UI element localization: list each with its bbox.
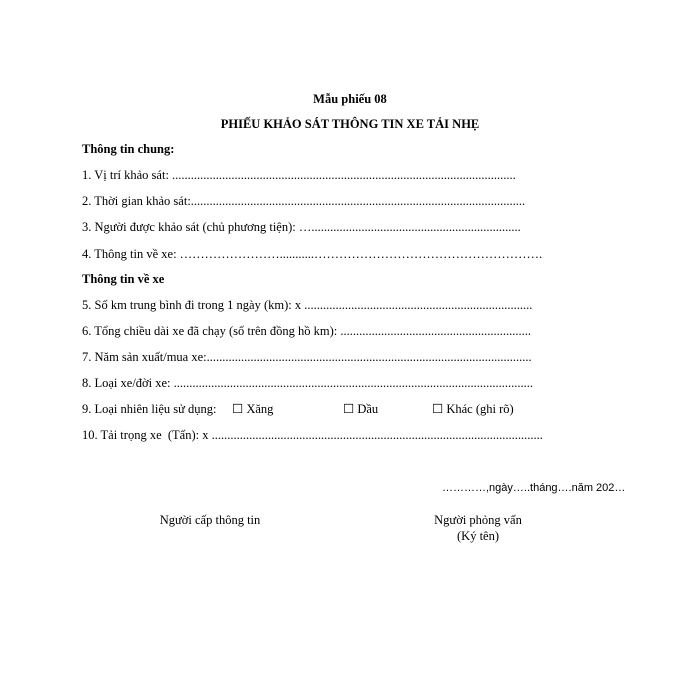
field-vehicle-type: 8. Loại xe/đời xe: ................................................................................................................... bbox=[82, 376, 534, 390]
form-code: Mẫu phiếu 08 bbox=[313, 92, 387, 106]
fuel-type-label: 9. Loại nhiên liệu sử dụng: bbox=[82, 402, 217, 416]
section-general-heading: Thông tin chung: bbox=[82, 142, 175, 156]
form-title: PHIẾU KHẢO SÁT THÔNG TIN XE TẢI NHẸ bbox=[220, 117, 480, 131]
interviewer-label: Người phỏng vấn bbox=[434, 513, 522, 527]
date-line: …………,ngày…..tháng….năm 202… bbox=[442, 482, 626, 494]
field-total-distance: 6. Tổng chiều dài xe đã chạy (số trên đồng hồ km): ............................................................. bbox=[82, 324, 532, 338]
field-load-capacity: 10. Tải trọng xe (Tấn): x .......................................................................................................... bbox=[82, 428, 543, 442]
field-survey-time: 2. Thời gian khảo sát:........................................................................................................... bbox=[82, 194, 526, 208]
field-year: 7. Năm sản xuất/mua xe:........................................................................................................ bbox=[82, 350, 532, 364]
field-survey-location: 1. Vị trí khảo sát: .............................................................................................................. bbox=[82, 168, 516, 182]
field-respondent: 3. Người được khảo sát (chủ phương tiện): …................................................................... bbox=[82, 220, 521, 234]
fuel-option-diesel[interactable]: ☐ Dầu bbox=[343, 402, 379, 416]
provider-label: Người cấp thông tin bbox=[159, 513, 261, 527]
fuel-option-petrol[interactable]: ☐ Xăng bbox=[232, 402, 274, 416]
interviewer-signature-note: (Ký tên) bbox=[457, 529, 499, 543]
field-daily-km: 5. Số km trung bình đi trong 1 ngày (km): x ......................................................................... bbox=[82, 298, 533, 312]
field-vehicle-info: 4. Thông tin về xe: ……………………...........………………………………………………. bbox=[82, 247, 543, 261]
fuel-option-other[interactable]: ☐ Khác (ghi rõ) bbox=[432, 402, 514, 416]
section-vehicle-heading: Thông tin về xe bbox=[82, 272, 165, 286]
